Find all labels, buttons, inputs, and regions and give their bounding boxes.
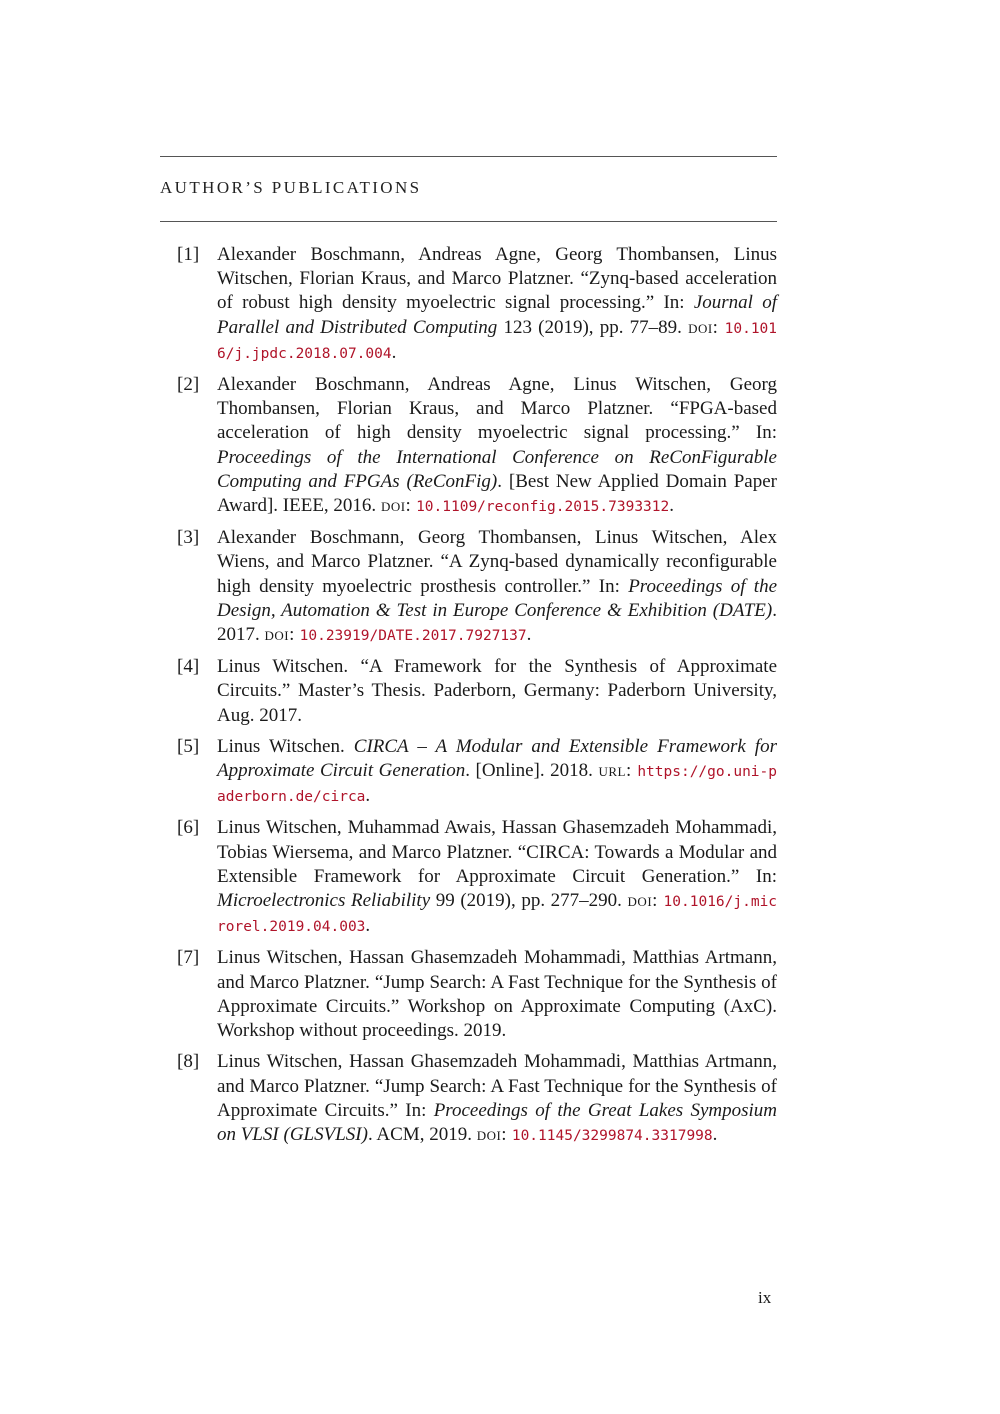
reference-authors: Alexander Boschmann, Georg Thombansen, Linus Witschen, Alex Wiens, and Marco Platzner. (217, 527, 777, 573)
doi-label: doi: (264, 624, 295, 646)
publication-item (177, 526, 777, 648)
reference-details: 99 (2019), pp. 277–290. (435, 890, 622, 912)
publication-item (177, 946, 777, 1043)
reference-text (217, 655, 777, 728)
reference-number: [2] (177, 374, 200, 396)
header-rule-bottom (160, 221, 777, 222)
reference-details: Workshop on Approximate Computing (AxC). Workshop without proceedings. 2019. (217, 995, 777, 1042)
reference-details: . [Online]. 2018. (465, 760, 593, 782)
url-label: url: (598, 760, 632, 782)
reference-authors: Linus Witschen, Muhammad Awais, Hassan Ghasemzadeh Mohammadi, Tobias Wiersema, and Marco Platzner. (217, 817, 777, 863)
reference-authors: Alexander Boschmann, Andreas Agne, Linus Witschen, Georg Thombansen, Florian Kraus, and Marco Platzner. (217, 374, 777, 420)
reference-number: [7] (177, 947, 200, 969)
reference-text: Alexander Boschmann, Georg Thombansen, Linus Witschen, Alex Wiens, and Marco Platzner. “A Zynq-based dynamically reconfigurable high density myoelectric prosthesis controller.” In: Proceedings of the Design, Automation & Test in Europe Conference & Exhibition (DATE). 2017. doi: 10.23919/DATE.2017.7927137. (217, 527, 778, 646)
reference-authors: Alexander Boschmann, Andreas Agne, Georg Thombansen, Linus Witschen, Florian Kraus, and Marco Platzner. (217, 244, 777, 290)
reference-text: Alexander Boschmann, Andreas Agne, Linus Witschen, Georg Thombansen, Florian Kraus, and Marco Platzner. “FPGA-based acceleration of high density myoelectric signal processing.” In: Proceedings of the International Conference on ReConFigurable Computing and FPGAs (ReConFig). [Best New Applied Domain Paper Award]. IEEE, 2016. doi: 10.1109/reconfig.2015.7393312. (217, 374, 778, 517)
reference-in: In: (755, 422, 778, 444)
reference-number: [1] (177, 244, 200, 265)
reference-details: . [Best New Applied Domain Paper Award]. IEEE, 2016. (217, 470, 777, 517)
reference-details: . 2017. (217, 599, 777, 646)
page-number: ix (758, 1288, 772, 1307)
reference-in: In: (405, 1099, 427, 1121)
reference-text: Linus Witschen. CIRCA – A Modular and Extensible Framework for Approximate Circuit Generation. [Online]. 2018. url: https://go.uni-paderborn.de/circa. (217, 735, 777, 807)
publication-item (177, 655, 777, 728)
reference-text: Linus Witschen, Muhammad Awais, Hassan Ghasemzadeh Mohammadi, Tobias Wiersema, and Marco Platzner. “CIRCA: Towards a Modular and Extensible Framework for Approximate Circuit Generation.” In: Microelectronics Reliability 99 (2019), pp. 277–290. doi: 10.1016/j.microrel.2019.04.003. (217, 817, 778, 937)
reference-title: “A Framework for the Synthesis of Approximate Circuits.” (217, 656, 777, 702)
reference-authors: Linus Witschen. (217, 656, 349, 678)
publication-item (177, 735, 777, 810)
doi-link[interactable]: 10.1016/j.microrel.2019.04.003 (217, 894, 778, 936)
reference-number: [8] (177, 1051, 200, 1073)
reference-authors: Linus Witschen, Hassan Ghasemzadeh Mohammadi, Matthias Artmann, and Marco Platzner. (217, 1051, 777, 1097)
doi-link[interactable]: 10.1145/3299874.3317998 (511, 1127, 713, 1144)
publication-list (177, 243, 777, 1155)
reference-in: In: (755, 865, 777, 887)
reference-title: “CIRCA: Towards a Modular and Extensible Framework for Approximate Circuit Generation.” (217, 841, 777, 887)
reference-number: [5] (177, 735, 200, 757)
reference-number: [4] (177, 656, 200, 678)
reference-number: [3] (177, 527, 200, 549)
reference-text: Linus Witschen, Hassan Ghasemzadeh Mohammadi, Matthias Artmann, and Marco Platzner. “Jump Search: A Fast Technique for the Synthesis of Approximate Circuits.” In: Proceedings of the Great Lakes Symposium on VLSI (GLSVLSI). ACM, 2019. doi: 10.1145/3299874.3317998. (217, 1051, 778, 1145)
reference-authors: Linus Witschen. (217, 735, 345, 757)
reference-venue: Proceedings of the Great Lakes Symposium on VLSI (GLSVLSI) (217, 1099, 778, 1145)
reference-details: Master’s Thesis. Paderborn, Germany: Paderborn University, Aug. 2017. (217, 680, 778, 726)
doi-label: doi: (688, 316, 719, 338)
reference-venue: Proceedings of the International Conference on ReConFigurable Computing and FPGAs (ReConFig) (217, 446, 777, 492)
reference-venue: Microelectronics Reliability (217, 890, 431, 912)
publication-item (177, 816, 777, 939)
reference-title: “A Zynq-based dynamically reconfigurable high density myoelectric prosthesis controller.” (217, 551, 777, 597)
doi-link[interactable]: 10.23919/DATE.2017.7927137 (299, 628, 527, 645)
reference-venue: Journal of Parallel and Distributed Computing (217, 292, 778, 338)
reference-title: “Jump Search: A Fast Technique for the Synthesis of Approximate Circuits.” (217, 971, 777, 1017)
doi-label: doi: (380, 495, 412, 517)
doi-link[interactable]: 10.1016/j.jpdc.2018.07.004 (217, 320, 778, 362)
reference-number: [6] (177, 817, 200, 839)
reference-venue: Proceedings of the Design, Automation & Test in Europe Conference & Exhibition (DATE) (217, 575, 778, 621)
reference-title: “Zynq-based acceleration of robust high density myoelectric signal processing.” (217, 268, 777, 314)
reference-title: “FPGA-based acceleration of high density myoelectric signal processing.” (217, 398, 777, 444)
url-link[interactable]: https://go.uni-paderborn.de/circa (217, 764, 777, 806)
reference-details: . ACM, 2019. (367, 1123, 472, 1145)
doi-link[interactable]: 10.1109/reconfig.2015.7393312 (416, 499, 670, 516)
reference-in: In: (598, 575, 620, 597)
header-rule-top (160, 156, 777, 157)
doi-label: doi: (476, 1123, 508, 1145)
reference-title: “Jump Search: A Fast Technique for the Synthesis of Approximate Circuits.” (217, 1075, 777, 1121)
publication-item (177, 373, 777, 519)
reference-text (217, 946, 777, 1043)
publication-item (177, 1050, 777, 1148)
reference-details: 123 (2019), pp. 77–89. (503, 316, 682, 338)
reference-venue: CIRCA – A Modular and Extensible Framework for Approximate Circuit Generation (217, 735, 777, 782)
reference-in: In: (663, 292, 685, 314)
reference-text: Alexander Boschmann, Andreas Agne, Georg Thombansen, Linus Witschen, Florian Kraus, and Marco Platzner. “Zynq-based acceleration of robust high density myoelectric signal processing.” In: Journal of Parallel and Distributed Computing 123 (2019), pp. 77–89. doi: 10.1016/j.jpdc.2018.07.004. (217, 244, 778, 363)
chapter-title: AUTHOR’S PUBLICATIONS (160, 178, 422, 197)
doi-label: doi: (627, 890, 658, 912)
reference-authors: Linus Witschen, Hassan Ghasemzadeh Mohammadi, Matthias Artmann, and Marco Platzner. (217, 947, 777, 993)
publication-item (177, 243, 777, 366)
